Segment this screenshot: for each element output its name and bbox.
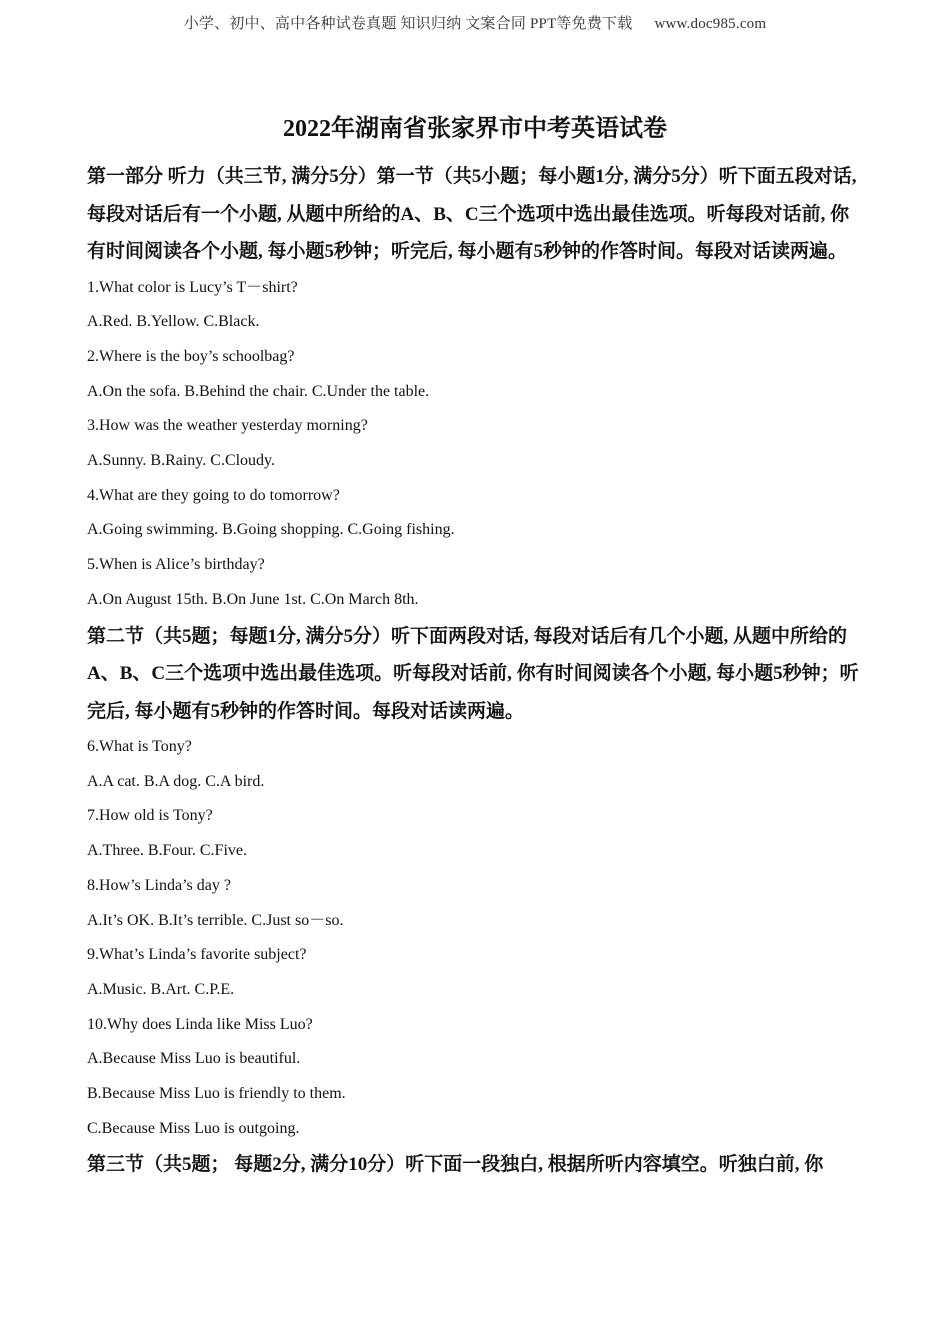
page-title: 2022年湖南省张家界市中考英语试卷 [283,116,667,142]
part1-intro: 第一部分 听力（共三节, 满分5分）第一节（共5小题；每小题1分, 满分5分）听下面五段对话, 每段对话后有一个小题, 从题中所给的A、B、C三个选项中选出最佳选项。听每段对话前, 你有时间阅读各个小题, 每小题5秒钟；听完后, 每小题有5秒钟的作答时间。每段对话读两遍。 [87,166,857,262]
question-line: 6.What is Tony? [87,738,192,756]
question-line: 4.What are they going to do tomorrow? [87,486,340,504]
options-line: C.Because Miss Luo is outgoing. [87,1119,300,1137]
question-line: 9.What’s Linda’s favorite subject? [87,946,307,964]
options-line: A.It’s OK. B.It’s terrible. C.Just so－so. [87,911,344,929]
options-line: B.Because Miss Luo is friendly to them. [87,1085,346,1103]
options-line: A.Going swimming. B.Going shopping. C.Going fishing. [87,521,455,539]
question-line: 3.How was the weather yesterday morning? [87,417,368,435]
question-line: 5.When is Alice’s birthday? [87,556,265,574]
document-body [87,158,867,1184]
question-line: 2.Where is the boy’s schoolbag? [87,347,295,365]
question-line: 7.How old is Tony? [87,807,213,825]
options-line: A.On August 15th. B.On June 1st. C.On March 8th. [87,590,419,608]
options-line: A.Sunny. B.Rainy. C.Cloudy. [87,452,276,470]
options-line: A.On the sofa. B.Behind the chair. C.Under the table. [87,382,430,400]
options-line: A.Three. B.Four. C.Five. [87,842,247,860]
options-line: A.Red. B.Yellow. C.Black. [87,313,260,331]
page-header [0,12,950,33]
section2-intro: 第二节（共5题；每题1分, 满分5分）听下面两段对话, 每段对话后有几个小题, 从题中所给的A、B、C三个选项中选出最佳选项。听每段对话前, 你有时间阅读各个小题, 每小题5秒钟；听完后, 每小题有5秒钟的作答时间。每段对话读两遍。 [87,625,859,722]
header-text: 小学、初中、高中各种试卷真题 知识归纳 文案合同 PPT等免费下载 [183,16,633,32]
question-line: 8.How’s Linda’s day ? [87,876,231,894]
options-line: A.Because Miss Luo is beautiful. [87,1050,301,1068]
section3-intro: 第三节（共5题； 每题2分, 满分10分）听下面一段独白, 根据所听内容填空。听独白前, 你 [87,1154,824,1176]
question-line: 1.What color is Lucy’s T－shirt? [87,278,298,296]
options-line: A.Music. B.Art. C.P.E. [87,980,235,998]
options-line: A.A cat. B.A dog. C.A bird. [87,772,265,790]
question-line: 10.Why does Linda like Miss Luo? [87,1015,313,1033]
header-site: www.doc985.com [654,16,767,32]
